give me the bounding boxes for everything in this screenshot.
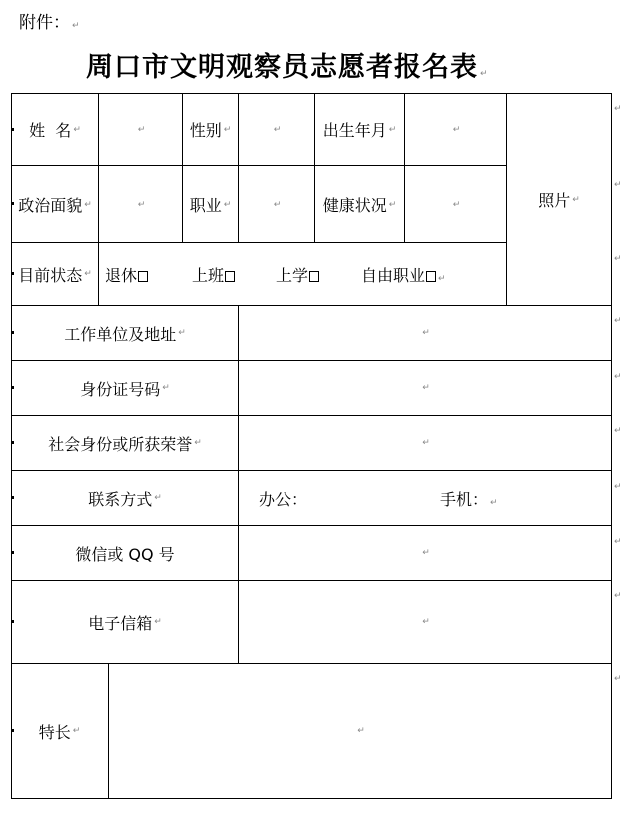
wechat-input[interactable]: ↵: [422, 548, 430, 558]
birth-label: 出生年月 ↵: [322, 121, 397, 140]
status-option-working[interactable]: 上班: [192, 263, 235, 286]
status-label: 目前状态 ↵: [18, 265, 92, 285]
workplace-label: 工作单位及地址 ↵: [64, 324, 186, 344]
attachment-label: 附件： ↵: [19, 13, 80, 33]
id-label: 身份证号码 ↵: [80, 379, 170, 399]
health-input[interactable]: ↵: [452, 199, 461, 210]
status-option-freelance[interactable]: 自由职业 ↵: [361, 265, 446, 285]
health-label: 健康状况 ↵: [322, 196, 397, 215]
form-title: 周口市文明观察员志愿者报名表 ↵: [86, 52, 489, 83]
political-input[interactable]: ↵: [137, 199, 146, 210]
name-input[interactable]: ↵: [137, 124, 146, 135]
specialty-input[interactable]: ↵: [357, 726, 365, 736]
id-input[interactable]: ↵: [422, 383, 430, 393]
honor-input[interactable]: ↵: [422, 438, 430, 448]
wechat-label: 微信或 QQ 号: [75, 544, 175, 564]
photo-label: 照片: [538, 191, 571, 210]
email-input[interactable]: ↵: [422, 617, 430, 627]
specialty-label: 特长 ↵: [38, 722, 81, 742]
gender-label: 性别 ↵: [189, 121, 232, 140]
honor-label: 社会身份或所获荣誉 ↵: [48, 434, 202, 454]
birth-input[interactable]: ↵: [452, 124, 461, 135]
political-label: 政治面貌 ↵: [18, 196, 92, 215]
status-option-studying[interactable]: 上学: [276, 263, 319, 286]
checkbox-icon: [426, 271, 436, 282]
photo-box[interactable]: 照片 ↵: [507, 94, 611, 305]
contact-label: 联系方式 ↵: [88, 489, 162, 509]
checkbox-icon: [309, 271, 319, 282]
name-label: 姓 名 ↵: [29, 121, 81, 140]
email-label: 电子信箱 ↵: [88, 613, 162, 633]
contact-input: [239, 471, 611, 525]
gender-input[interactable]: ↵: [273, 124, 282, 135]
status-options: [99, 243, 506, 305]
checkbox-icon: [138, 271, 148, 282]
office-phone-field[interactable]: 办公：: [259, 489, 308, 509]
occupation-label: 职业 ↵: [189, 196, 232, 215]
workplace-input[interactable]: ↵: [422, 328, 430, 338]
mobile-phone-field[interactable]: 手机： ↵: [440, 489, 498, 509]
occupation-input[interactable]: ↵: [273, 199, 282, 210]
checkbox-icon: [225, 271, 235, 282]
status-option-retired[interactable]: 退休: [105, 263, 148, 286]
